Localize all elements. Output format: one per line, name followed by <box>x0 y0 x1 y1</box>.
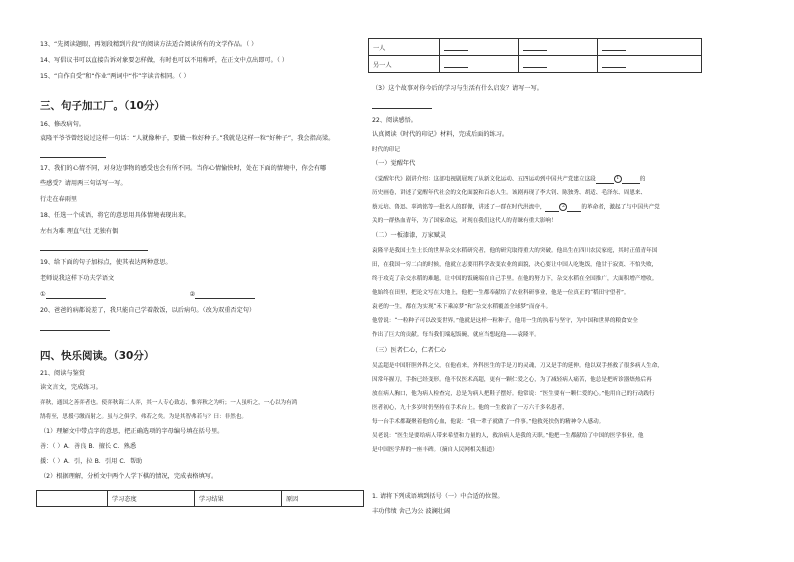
q21-2: （2）根据理解，分析文中两个人学下棋的情况，完成表格填写。 <box>40 473 218 480</box>
q15: 15、“自作自受”和“作业”两词中“作”字读音相同。（ ） <box>40 73 190 80</box>
section3-title: 三、句子加工厂。（10分） <box>40 100 165 112</box>
q16: 16、修改病句。 <box>40 121 85 128</box>
q18-b: 左右为难 理直气壮 无独有偶 <box>40 228 119 235</box>
table-header-cell <box>37 491 108 507</box>
q17-b: 些感受？请用两三句话写一写。 <box>40 180 127 187</box>
q16-answer-line[interactable] <box>40 150 106 158</box>
q19-blank-1[interactable] <box>46 292 106 299</box>
p3-line-4: 医者初心，九十多岁时仍坚持在手术台上。他的一生救治了一万六千多名患者， <box>372 405 568 411</box>
p2-line-6: 他曾说：“一粒种子可以改变世界。”他就是这样一粒种子，他用一生的执着与坚守，为中国和世界的粮食安全 <box>372 318 638 324</box>
q19-mark-2: ② <box>189 291 196 298</box>
row1-reason[interactable] <box>598 39 702 56</box>
part1-title: （一）觉醒年代 <box>372 160 416 167</box>
q19-mark-1: ① <box>40 291 46 298</box>
row2-result[interactable] <box>519 56 598 73</box>
article-title: 时代的印记 <box>372 147 400 153</box>
row2-attitude[interactable] <box>440 56 519 73</box>
p3-line-6: 吴老说：“医生是要给病人带来希望和力量的人，救治病人是我的天职。”他把一生都献给了中国的医学事业，他 <box>372 433 644 439</box>
p3-line-2: 因常年握刀，手指已经变形。他不仅医术高超，更有一颗仁爱之心，为了减轻病人痛苦，他总是把听诊器焐热后再 <box>372 377 652 383</box>
q22: 22、阅读感悟。 <box>372 117 417 124</box>
p2-line-2: 田，在我国一穷二白的时候，他就立志要用科学改变农业的面貌，决心要让中国人吃饱饭，他甘于寂寞、不怕失败， <box>372 262 658 268</box>
q19-blank-2[interactable] <box>195 292 255 299</box>
question-1-words: 丰功伟绩 舍己为公 波澜壮阔 <box>372 508 451 515</box>
q14: 14、写倡议书可以直接告诉对象要怎样做，有时也可以不用称呼，在正文中点出即可。（ ） <box>40 57 289 64</box>
q21: 21、阅读与鉴赏 <box>40 370 85 377</box>
q19: 19、给下面的句子加标点，使其表达两种意思。 <box>40 259 172 266</box>
part3-title: （三）医者仁心，仁者仁心 <box>372 347 447 354</box>
row-label-2: 另一人 <box>369 56 440 73</box>
q21-3-answer-line[interactable] <box>372 101 432 109</box>
row2-reason[interactable] <box>598 56 702 73</box>
q17: 17、我们的心情不同，对身边事物的感受也会有所不同。当你心情愉快时，处在下面的情境中，你会有哪 <box>40 165 327 172</box>
row1-result[interactable] <box>519 39 598 56</box>
q21-table-rows <box>368 38 702 73</box>
p3-line-3: 放在病人胸口，他为病人检查完，总是为病人把鞋子摆好。他常说：“医生要有一颗仁爱的心。”他用自己的行动践行 <box>372 391 655 397</box>
p3-line-7: 是中国医学界的一座丰碑。（摘自人民网相关报道） <box>372 447 498 453</box>
q20-answer-line[interactable] <box>40 323 110 331</box>
p3-line-1: 吴孟超是中国肝胆外科之父，在他看来，外科医生的手是刀的灵魂，刀又是手的延伸。他以双手拯救了很多病人生命， <box>372 363 663 369</box>
q13: 13、“先阅读题眼，再划段精到片段”的阅读方法适合阅读所有的文学作品。（ ） <box>40 41 258 48</box>
table-row <box>369 56 702 73</box>
p2-line-4: 他始终在田里，把论文写在大地上，他把一生都奉献给了农业科研事业，他是一位真正的“稻田守望者”。 <box>372 290 630 296</box>
q21-text-1: 弈秋，通国之善弈者也。使弈秋诲二人弈，其一人专心致志，惟弈秋之为听；一人虽听之，一心以为有鸿 <box>40 400 298 406</box>
question-1: 1. 请将下列成语填到括号（一）中合适的位置。 <box>372 493 504 500</box>
table-header-result: 学习结果 <box>195 491 282 507</box>
section4-title: 四、快乐阅读。（30分） <box>40 350 155 362</box>
p1-line-4: 关的一群热血青年，为了国家命运，对现在我们这代人的青睐有重大影响！ <box>372 218 557 224</box>
q19-answers <box>40 291 255 299</box>
q16-text: 袁隆平爷爷曾经说过这样一句话：“人就像种子，要做一粒好种子。”我就是这样一粒“好种子”，我会指高梁。 <box>40 135 335 142</box>
table-row <box>369 39 702 56</box>
q21-table-header <box>36 490 364 507</box>
q21-text-2: 鹄将至，思援弓缴而射之。虽与之俱学，弗若之矣。为是其智弗若与？曰：非然也。 <box>40 414 247 420</box>
q18: 18、任选一个成语，将它的意思用具体情境表现出来。 <box>40 212 191 219</box>
q21-1a: 善：（ ）A．善良 B．擅长 C．熟悉 <box>40 443 137 450</box>
p2-line-3: 终于攻克了杂交水稻的难题，让中国的饭碗端在自己手里。在他的努力下，杂交水稻在全国推广，大面积增产增收。 <box>372 276 658 282</box>
q19-b: 老师说我这样下功夫学语文 <box>40 275 115 282</box>
p2-line-5: 袁老的一生，都在为实现“禾下乘凉梦”和“杂交水稻覆盖全球梦”而奋斗。 <box>372 304 552 310</box>
p1-line-1: 《觉醒年代》剧讲介绍：这部电视剧展现了从新文化运动、五四运动到中国共产党建立这段 1 的 <box>372 176 646 183</box>
q21-1b: 援：（ ）A．引，拉 B．引用 C．帮助 <box>40 458 143 465</box>
p2-line-7: 作出了巨大的贡献。每当我们端起饭碗，就应当想起他——袁隆平。 <box>372 332 540 338</box>
part2-title: （二）一板漆漆，万家赋灵 <box>372 232 447 239</box>
q22-intro: 认真阅读《时代的印记》材料，完成后面的练习。 <box>372 131 509 138</box>
q21-3: （3）这个故事对你今后的学习与生活有什么启发？请写一写。 <box>372 85 543 92</box>
table-header-reason: 原因 <box>282 491 364 507</box>
q18-answer-line[interactable] <box>40 243 148 251</box>
p1-line-3: 蔡元培、鲁迅、辜鸿铭等一批名人的群像，讲述了一群在时代洪流中， 2 的革命者，激起了与中国共产党 <box>372 204 660 211</box>
q21-1: （1）理解文中带点字的意思，把正确选项的字母编号填在括号里。 <box>40 428 224 435</box>
row-label-1: 一人 <box>369 39 440 56</box>
p2-line-1: 袁隆平是我国土生土长的世界杂交水稻研究者，他的研究取得重大的突破。他出生在四川农民家庭，其时正值青年国 <box>372 248 658 254</box>
row1-attitude[interactable] <box>440 39 519 56</box>
p1-line-2: 历史画卷，讲述了觉醒年代社会的文化面貌和百态人生。该剧再现了李大钊、陈独秀、胡适、毛泽东、周恩来、 <box>372 190 647 196</box>
q21-intro: 读文言文，完成练习。 <box>40 384 102 391</box>
table-header-attitude: 学习态度 <box>108 491 195 507</box>
p3-line-5: 每一台手术都凝聚着他的心血，他说：“我一辈子就做了一件事。”他救死扶伤的精神令人感动。 <box>372 419 605 425</box>
q20: 20、爸爸的病都说差了，我只能自己学着散饭，以后病句。（改为双重否定句） <box>40 307 256 314</box>
q17-c: 行走在春雨里 <box>40 196 78 203</box>
